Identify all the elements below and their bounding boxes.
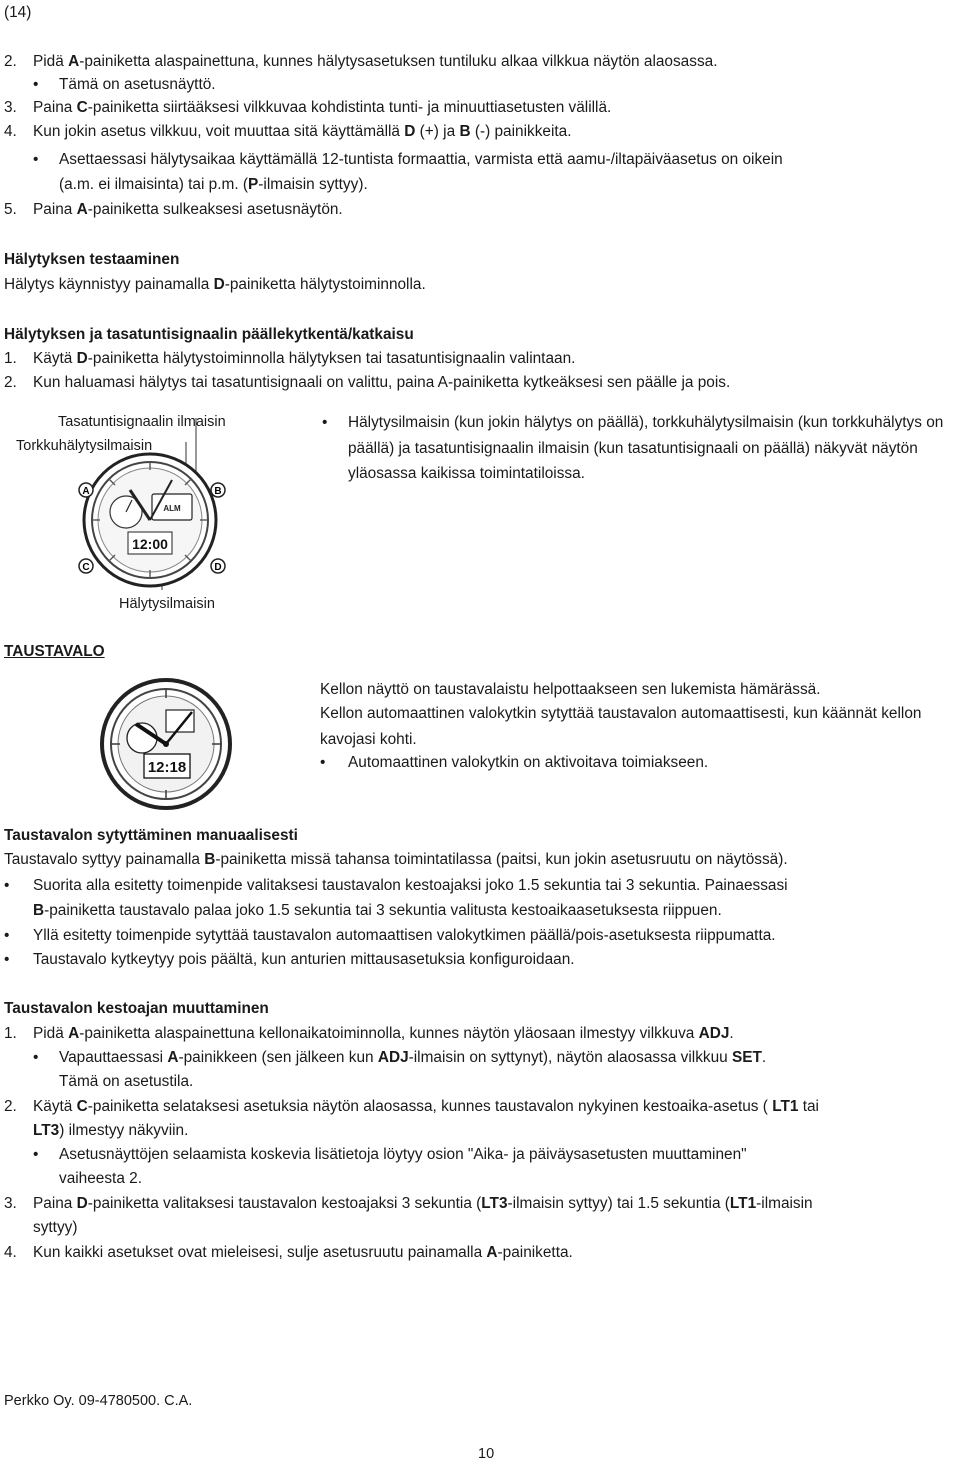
bullet: •: [33, 1146, 39, 1163]
toggle-step-2: Kun haluamasi hälytys tai tasatuntisignaali on valittu, paina A-painiketta kytkeäksesi sen päälle ja pois.: [33, 374, 731, 391]
duration-step-1: Pidä A-painiketta alaspainettuna kellonaikatoiminnolla, kunnes näytön yläosaan ilmestyy vilkkuva ADJ.: [33, 1025, 734, 1042]
header-number: (14): [4, 4, 32, 21]
backlight-bullet: Automaattinen valokytkin on aktivoitava toimiakseen.: [348, 754, 709, 771]
bullet: •: [33, 1049, 39, 1066]
watch-mini-text: ALM: [163, 504, 181, 513]
alarm-step-2: Pidä A-painiketta alaspainettuna, kunnes hälytysasetuksen tuntiluku alkaa vilkkua näytön alaosassa.: [33, 53, 718, 70]
manual-bullet-1-line-1: Suorita alla esitetty toimenpide valitaksesi taustavalon kestoajaksi joko 1.5 sekuntia tai 3 sekuntia. Painaessasi: [33, 877, 788, 894]
watch-diagram-backlight: [96, 674, 236, 814]
alarm-step-4: Kun jokin asetus vilkkuu, voit muuttaa sitä käyttämällä D (+) ja B (-) painikkeita.: [33, 123, 572, 140]
toggle-heading: Hälytyksen ja tasatuntisignaalin päällekytkentä/katkaisu: [4, 326, 414, 343]
button-d-label: D: [214, 562, 222, 573]
label-hourly-signal: Tasatuntisignaalin ilmaisin: [58, 414, 226, 430]
button-b-label: B: [214, 486, 222, 497]
watch-diagram-alarm: [70, 410, 250, 610]
bullet: •: [322, 414, 328, 431]
test-heading: Hälytyksen testaaminen: [4, 251, 180, 268]
bullet: •: [33, 76, 39, 93]
alarm-step-3: Paina C-painiketta siirtääksesi vilkkuvaa kohdistinta tunti- ja minuuttiasetusten välillä.: [33, 99, 612, 116]
manual-bullet-2: Yllä esitetty toimenpide sytyttää taustavalon automaattisen valokytkimen päällä/pois-asetuksesta riippumatta.: [33, 927, 776, 944]
alarm-step-4-number: 4.: [4, 123, 17, 140]
backlight-heading: TAUSTAVALO: [4, 643, 105, 660]
duration-step-2-bullet-line-1: Asetusnäyttöjen selaamista koskevia lisätietoja löytyy osion "Aika- ja päiväysasetusten muuttaminen": [59, 1146, 747, 1163]
indicator-note: Hälytysilmaisin (kun jokin hälytys on päällä), torkkuhälytysilmaisin (kun torkkuhälytys on päällä) ja tasatuntisignaalin ilmaisin (kun tasatuntisignaali on päällä) näkyvät näytön yläosassa kaikissa toimintatiloissa.: [348, 414, 944, 482]
label-alarm-indicator: Hälytysilmaisin: [119, 596, 215, 612]
button-a-label: A: [82, 486, 90, 497]
duration-step-2-number: 2.: [4, 1098, 17, 1115]
alarm-step-5: Paina A-painiketta sulkeaksesi asetusnäytön.: [33, 201, 343, 218]
manual-heading: Taustavalon sytyttäminen manuaalisesti: [4, 827, 298, 844]
footer-company: Perkko Oy. 09-4780500. C.A.: [4, 1393, 193, 1409]
page-number: 10: [478, 1446, 495, 1462]
duration-step-3: Paina D-painiketta valitaksesi taustavalon kestoajaksi 3 sekuntia (LT3-ilmaisin syttyy) tai 1.5 sekuntia (LT1-ilmaisin: [33, 1195, 813, 1212]
watch-digits: 12:00: [132, 536, 168, 552]
duration-step-3-line-2: syttyy): [33, 1219, 78, 1236]
duration-heading: Taustavalon kestoajan muuttaminen: [4, 1000, 269, 1017]
duration-step-1-number: 1.: [4, 1025, 17, 1042]
label-snooze-alarm: Torkkuhälytysilmaisin: [16, 438, 153, 454]
test-text: Hälytys käynnistyy painamalla D-painiketta hälytystoiminnolla.: [4, 276, 426, 293]
alarm-step-4-bullet-line-1: Asettaessasi hälytysaikaa käyttämällä 12-tuntista formaattia, varmista että aamu-/iltapäiväasetus on oikein: [59, 151, 783, 168]
manual-paragraph: Taustavalo syttyy painamalla B-painiketta missä tahansa toimintatilassa (paitsi, kun jokin asetusruutu on näytössä).: [4, 851, 788, 868]
alarm-step-2-bullet: Tämä on asetusnäyttö.: [59, 76, 216, 93]
toggle-step-1-number: 1.: [4, 350, 17, 367]
duration-step-2-bullet-line-2: vaiheesta 2.: [59, 1170, 142, 1187]
duration-step-2-line-2: LT3) ilmestyy näkyviin.: [33, 1122, 189, 1139]
duration-step-4-number: 4.: [4, 1244, 17, 1261]
duration-step-2: Käytä C-painiketta selataksesi asetuksia näytön alaosassa, kunnes taustavalon nykyinen kestoaika-asetus ( LT1 tai: [33, 1098, 819, 1115]
duration-step-1-bullet: Vapauttaessasi A-painikkeen (sen jälkeen kun ADJ-ilmaisin on syttynyt), näytön alaosassa vilkkuu SET.: [59, 1049, 767, 1066]
backlight-watch-digits: 12:18: [147, 759, 187, 776]
bullet: •: [4, 951, 10, 968]
button-c-label: C: [82, 562, 90, 573]
backlight-paragraph-2: Kellon automaattinen valokytkin sytyttää taustavalon automaattisesti, kun käännät kellon kavojasi kohti.: [320, 705, 922, 748]
toggle-step-2-number: 2.: [4, 374, 17, 391]
alarm-step-4-bullet-line-2: (a.m. ei ilmaisinta) tai p.m. (P-ilmaisin syttyy).: [59, 176, 368, 193]
bullet: •: [320, 754, 326, 771]
duration-step-4: Kun kaikki asetukset ovat mieleisesi, sulje asetusruutu painamalla A-painiketta.: [33, 1244, 573, 1261]
backlight-paragraph-1: Kellon näyttö on taustavalaistu helpottaakseen sen lukemista hämärässä.: [320, 681, 821, 698]
alarm-step-5-number: 5.: [4, 201, 17, 218]
manual-bullet-1-line-2: B-painiketta taustavalo palaa joko 1.5 sekuntia tai 3 sekuntia valitusta kestoaikaasetuksesta riippuen.: [33, 902, 722, 919]
bullet: •: [33, 151, 39, 168]
bullet: •: [4, 927, 10, 944]
alarm-step-2-number: 2.: [4, 53, 17, 70]
duration-step-1-bullet-line-2: Tämä on asetustila.: [59, 1073, 194, 1090]
alarm-step-3-number: 3.: [4, 99, 17, 116]
bullet: •: [4, 877, 10, 894]
duration-step-3-number: 3.: [4, 1195, 17, 1212]
manual-bullet-3: Taustavalo kytkeytyy pois päältä, kun anturien mittausasetuksia konfiguroidaan.: [33, 951, 575, 968]
toggle-step-1: Käytä D-painiketta hälytystoiminnolla hälytyksen tai tasatuntisignaalin valintaan.: [33, 350, 576, 367]
